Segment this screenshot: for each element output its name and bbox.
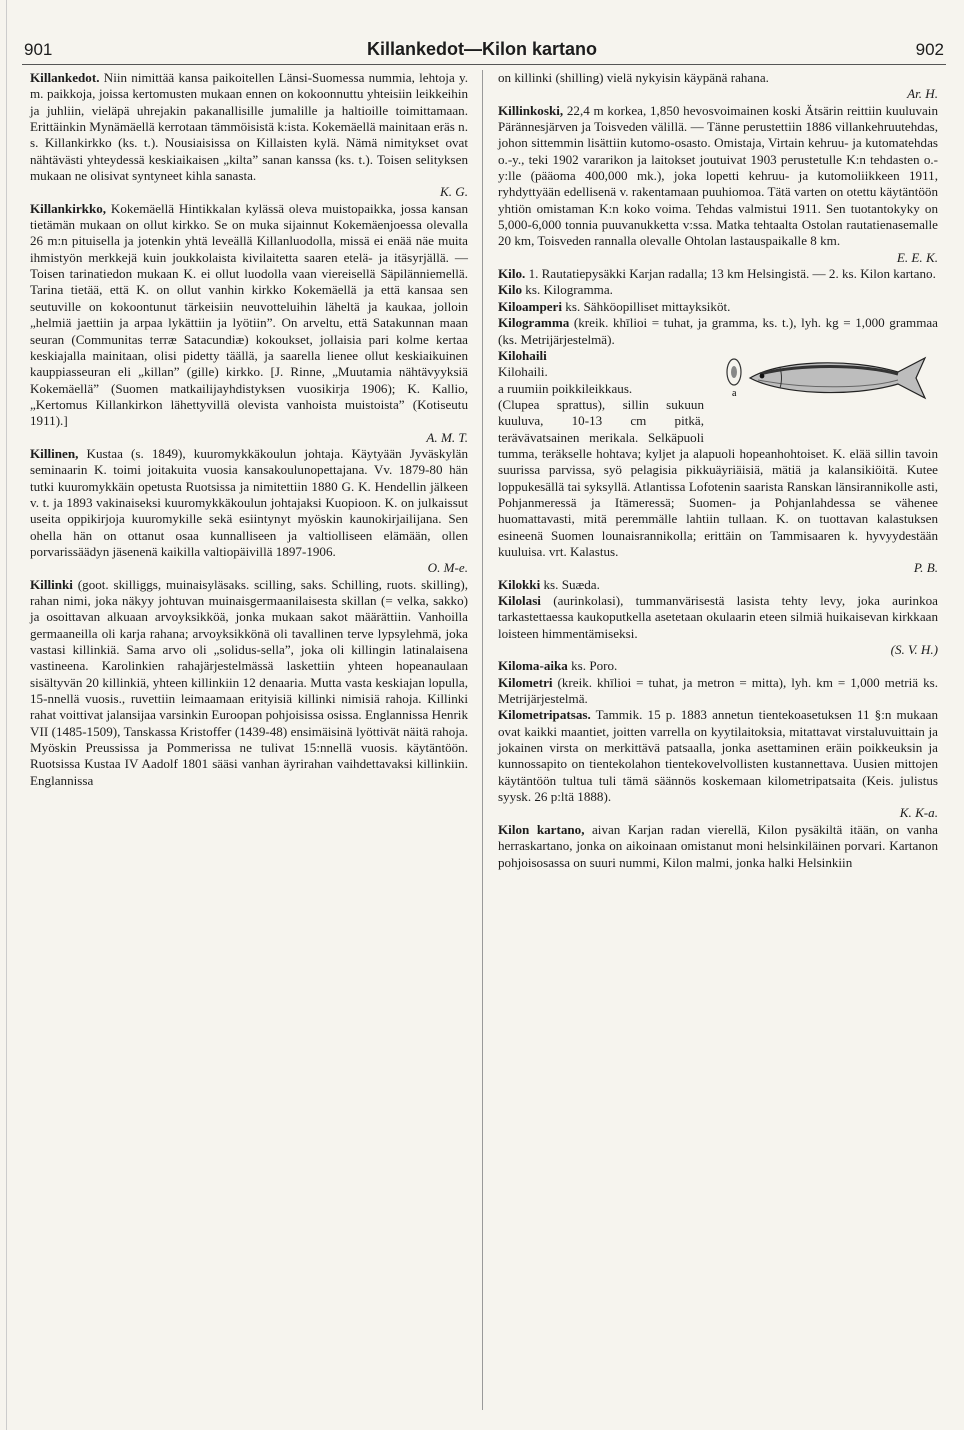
headword: Kilohaili	[498, 347, 547, 363]
entry-killankedot	[30, 70, 468, 184]
headword: Killankedot.	[30, 70, 100, 85]
page-number-right: 902	[915, 40, 944, 59]
entry-kilometripatsas	[498, 707, 938, 805]
headword: Kilometri	[498, 674, 553, 690]
entry-kilon-kartano	[498, 822, 938, 871]
signature: K. G.	[439, 184, 468, 200]
page-number-left: 901	[24, 40, 53, 59]
entry-text: 22,4 m korkea, 1,850 hevosvoimainen koski Ätsärin reittiin kuuluvain Pärännesjärven ja Toisveden välillä. — Tänne perustettiin 1886 villankehruutehdas, johon sittemmin lisättiin kutomo-osasto. Omistaja, Virtain kehruu- ja kutomatehdas o.-y., teki 1902 vararikon ja laitokset joutuivat 1903 perustetulle K:n tehdasten o.-y:lle (pääoma 400,000 mk.), joka lopetti kehruu- ja kutomoliikkeen 1911, ryhdyttyään edellisenä v. rakentamaan puuhiomoa. Tätä varten on otettu käytäntöön yhtiön omistaman K:n koko voima. Tehdas valmistui 1911. Sen tuotantokyky on 5,000-6,000 tonnia puuvanukketta v:ssa. Matka tehtaalta Ostolan rautatienasemalle 20 km, Toisveden rannalla olevalle Ohtolan lastauspaikalle 8 km.	[498, 102, 938, 249]
headword: Kiloamperi	[498, 298, 563, 314]
signature: P. B.	[913, 560, 938, 576]
entry-text: Kustaa (s. 1849), kuuromykkäkoulun johtaja. Käytyään Jyväskylän seminaarin K. toimi joitakuita vuosia kansakoulunopettajana. Vv. 1879-80 hän tutki kuuromykkäin opetusta Ruotsissa ja nimitettiin 1880 G. K. Hendellin jälkeen v. t. ja 1893 vakinaiseksi kuuromykkäkoulun johtajaksi Kuopioon. K. on julkaissut useita oppikirjoja kuuromykille sekä esiintynyt myöskin kaunokirjailijana. Sen ohella hän on ottanut osaa kunnalliseen ja valtiolliseen elämään, ollen porvarissäädyn jäsenenä kaikilla valtiopäivillä 1897-1906.	[30, 445, 468, 559]
running-title: Killankedot—Kilon kartano	[366, 39, 598, 59]
headword: Kilokki	[498, 576, 541, 592]
headword: Kilogramma	[498, 315, 570, 331]
fish-figure	[712, 350, 938, 442]
entry-text: aivan Karjan radan vierellä, Kilon pysäkiltä itään, on vanha herraskartano, jonka on aikoinaan omistanut moni helsinkiläinen porvari. Kartanon pohjoisosassa on suuri nummi, Kilon malmi, jonka halki Helsinkiin	[498, 821, 938, 870]
right-column	[498, 70, 938, 871]
figure-caption-detail: a ruumiin poikkileikkaus.	[498, 380, 633, 396]
book-spine-line	[6, 0, 7, 1430]
entry-kilokki	[498, 577, 938, 593]
entry-text: ks. Suæda.	[543, 576, 600, 592]
signature: Ar. H.	[907, 86, 938, 102]
headword: Killinen,	[30, 445, 79, 461]
entry-kilo	[498, 266, 938, 282]
entry-text: (kreik. khīlioi = tuhat, ja metron = mitta), lyh. km = 1,000 metriä ks. Metrijärjestelmä.	[498, 674, 938, 707]
headword: Kiloma-aika	[498, 658, 568, 674]
entry-text: (kreik. khīlioi = tuhat, ja gramma, ks. t.), lyh. kg = 1,000 grammaa (ks. Metrijärjestelmä).	[498, 315, 938, 347]
entry-text: Niin nimittää kansa paikoitellen Länsi-Suomessa nummia, lehtoja y. m. paikkoja, joissa kertomusten mukaan ennen on kokoonnuttu yhteisiin leikkeihin ja juhliin, vieläpä uhrejakin pakanallisille jumalille ja haltioille toimittamaan. Erittäinkin Mynämäellä kerrotaan tämmöisistä k:ista. Kokemäellä mainitaan eräs n. s. Killankirkko (ks. t.). Nousiaisissa on Killaisten kylä. Nämä nimitykset ovat nähtävästi yhteydessä keskiaikaisen „kilta” sanan kanssa (ks. t.). Toisen selityksen mukaan ne olisivat syntyneet kihla sanasta.	[30, 70, 468, 184]
signature: A. M. T.	[426, 429, 468, 445]
signature: O. M-e.	[427, 560, 468, 576]
entry-kiloamperi	[498, 299, 938, 315]
fish-drawing	[750, 358, 925, 398]
entry-text: (Clupea sprattus), sillin sukuun kuuluva, 10-13 cm pitkä, terävävatsainen merikala. Selkäpuoli tumma, teräkselle hohtava; kyljet ja alapuoli hopeanhohtoiset. K. elää sillin tavoin suurissa parvissa, syö pelagisia pikkuäyriäisiä, mätiä ja kalansikiöitä. Kutee loppukesällä tai syksyllä. Atlantissa Lofotenin saaristа Ranskan länsirannikolle asti, Pohjanmeressä ja Itämeressä; Suomen- ja Pohjanlahdessa se vähenee huomattavasti, mitä peremmälle lahtiin tullaan. K. on tuottavan kalastuksen esineenä Suomen lounaisrannikolla; erittäin on Tammisaaren k. hyvyydestään kuuluisa. vrt. Kalastus.	[498, 396, 938, 559]
signature: (S. V. H.)	[890, 642, 938, 658]
headword: Kilo	[498, 282, 523, 298]
entry-killankirkko	[30, 201, 468, 430]
signature: K. K-a.	[899, 805, 938, 821]
entry-killinen	[30, 446, 468, 560]
headword: Killankirkko,	[30, 200, 107, 216]
headword: Killinki	[30, 576, 73, 592]
entry-text: on killinki (shilling) vielä nykyisin käypänä rahana.	[498, 70, 769, 85]
headword: Kilon kartano,	[498, 821, 585, 837]
figure-letter: a	[732, 387, 737, 399]
entry-kilomaaika	[498, 658, 938, 674]
entry-text: 1. Rautatiepysäkki Karjan radalla; 13 km Helsingistä. — 2. ks. Kilon kartano.	[528, 266, 936, 282]
headword: Kilometripatsas.	[498, 707, 591, 723]
headword: Killinkoski,	[498, 102, 564, 118]
entry-kilolasi	[498, 593, 938, 642]
entry-kilo-ks	[498, 282, 938, 298]
cross-section-drawing	[727, 359, 741, 399]
figure-caption-title: Kilohaili.	[498, 364, 548, 380]
sprat-illustration	[720, 350, 930, 414]
column-divider	[482, 70, 483, 1410]
entry-text: (goot. skilliggs, muinaisyläsaks. scilling, saks. Schilling, ruots. skilling), rahan nimi, joka näkyy johtuvan muinaisgermaanilaisesta skillan (= velka, sakko) ja osoittavan alkuaan arvoyksikköä, jonka mukaan sakot määrättiin. Vanhoilla germaaneilla oli karja rahana; arvoyksikkönä oli tavallinen terve lypsylehmä, joka vastasi killinkiä. Sama arvo oli „solidus-sella”, joka oli killingin latinalaisena vastineena. Karolinkien rahajärjestelmässä laskettiin yhteen hopeanaulaan sisältyvän 20 killinkiä, yhteen killinkiin 12 denaaria. Mutta vasta keskiajan lopulla, 15-nnellä vuosis., ruvettiin leimaamaan erityisiä killinki nimisiä rahoja. Killinki rahat voittivat jalansijaa varsinkin Euroopan pohjoisissa osissa. Englannissa Henrik VII (1485-1509), Tanskassa Kristoffer (1439-48) ensimäisinä lyöttivät näitä rahoja. Myöskin Preussissa ja Pommerissa ne tulivat 15:nnellä vuosis. käytäntöön. Ruotsissa Kustaa IV Aadolf 1801 sääsi vanhan äyrirahan vaihdettavaksi killinkiin. Englannissa	[30, 576, 468, 788]
entry-text: ks. Kilogramma.	[525, 282, 613, 298]
entry-killinki	[30, 577, 468, 789]
entry-text: ks. Poro.	[571, 658, 618, 674]
entry-kilometri	[498, 675, 938, 708]
headword: Kilolasi	[498, 593, 541, 608]
entry-text: Tammik. 15 p. 1883 annetun tientekoasetuksen 11 §:n mukaan ovat kaikki maantiet, joitten varrella on kyytilaitoksia, mitattavat virstaluvuittain ja jokainen virsta on merkittävä patsaalla, jonka asettaminen eräin poikkeuksin ja kunnossapito on tientekolahon tientekovelvollisten kustannettava. Uusien mittojen käytäntöön tultua tuli tämä säännös koskemaan kilometripatsaita (Keis. julistus syysk. 26 p:ltä 1888).	[498, 707, 938, 805]
entry-text: (aurinkolasi), tummanvärisestä lasista tehty levy, joka aurinkoa tarkastettaessa kaukoputkella asetetaan okulaarin eteen silmiä huikaisevan kirkkaan loisteen himmentämiseksi.	[498, 593, 938, 641]
left-column	[30, 70, 468, 789]
entry-text: ks. Sähköopilliset mittayksiköt.	[565, 298, 731, 314]
entry-text: Kokemäellä Hintikkalan kylässä oleva muistopaikka, jossa kansan tietämän mukaan on ollut kirkko. Se on muka sijainnut Kokemäenjoessa olevalla 26 m:n pituisella ja jotenkin yhtä leveällä Killanluodolla, missä ei enää näe muita ihmistyön merkkejä kuin joukkolaista kivilaitetta saaren etelä- ja itäsyrjällä. — Toisen tarinatiedon mukaan K. ei ollut luodolla vaan viereisellä Säpilänniemellä. Tarina tietää, että K. on ollut vanhin kirkko Kokemäellä ja että kansaa sen seutuville on kokoontunut tärkeisiin neuvotteluihin läheltä ja kaukaa, jolloin „helmiä jaettiin ja arpaa lykättiin ja lyötiin”. On arveltu, että Satakunnan maan seuran (Communitas terræ Satacundiæ) kokoukset, jollaisia pari kolme kertaa keskiajalla mainitaan, olisi pidetty täällä, ja saarella lienee ollut keskiaikuinen kauppiasseuran eli „killan” (gille) kirkko. [J. Rinne, „Muutamia nähtävyyksiä Kokemäellä” (Suomen matkailijayhdistyksen vuosikirja 1906); K. Kallio, „Kertomus Killankirkon lähettyvillä olevista vanhoista muistoista” (Kotiseutu 1911).]	[30, 200, 468, 429]
signature: E. E. K.	[896, 249, 938, 265]
page-header	[0, 40, 964, 66]
entry-killinkoski	[498, 103, 938, 250]
entry-kilogramma	[498, 315, 938, 348]
header-rule	[22, 64, 946, 65]
entry-killinki-continued	[498, 70, 938, 86]
headword: Kilo.	[498, 266, 526, 282]
